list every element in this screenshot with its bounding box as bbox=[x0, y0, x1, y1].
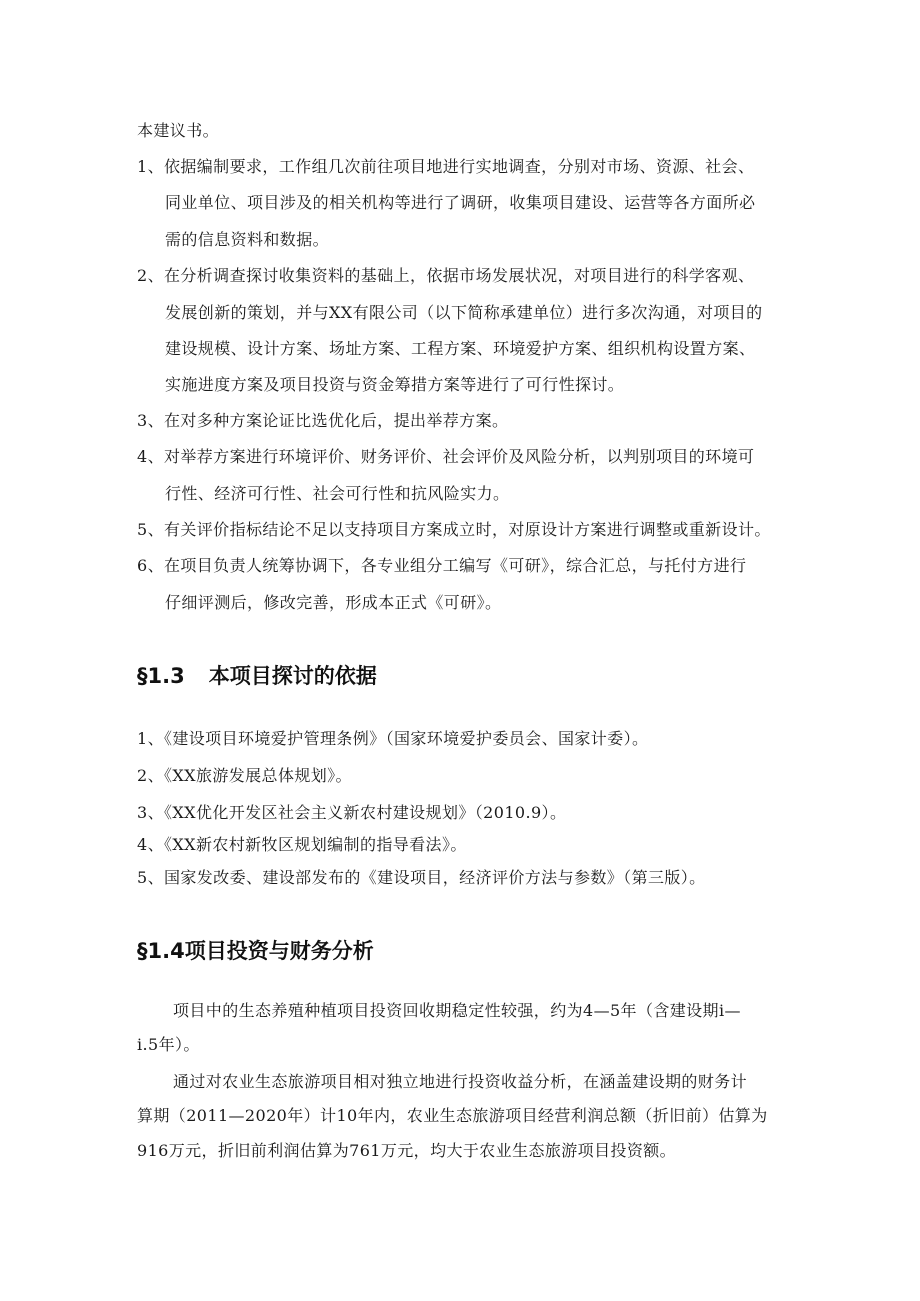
section-1-4-number: §1.4 bbox=[137, 939, 185, 963]
paragraph-1-line-1: 项目中的生态养殖种植项目投资回收期稳定性较强，约为4—5年（含建设期i— bbox=[173, 1001, 741, 1020]
reference-item-4: 4、《XX新农村新牧区规划编制的指导看法》。 bbox=[137, 835, 467, 854]
step-2-line-2: 发展创新的策划，并与XX有限公司（以下简称承建单位）进行多次沟通，对项目的 bbox=[165, 303, 763, 322]
reference-item-2: 2、《XX旅游发展总体规划》。 bbox=[137, 766, 352, 785]
paragraph-2-line-2: 算期（2011—2020年）计10年内，农业生态旅游项目经营利润总额（折旧前）估算为 bbox=[137, 1106, 768, 1125]
section-1-3-number: §1.3 bbox=[137, 664, 185, 688]
reference-item-1: 1、《建设项目环境爱护管理条例》（国家环境爱护委员会、国家计委）。 bbox=[137, 729, 649, 748]
step-2-line-1: 2、在分析调查探讨收集资料的基础上，依据市场发展状况，对项目进行的科学客观、 bbox=[137, 266, 755, 285]
step-6-line-2: 仔细评测后，修改完善，形成本正式《可研》。 bbox=[165, 593, 502, 612]
step-2-line-3: 建设规模、设计方案、场址方案、工程方案、环境爱护方案、组织机构设置方案、 bbox=[165, 339, 756, 358]
section-1-4-title: 项目投资与财务分析 bbox=[184, 939, 374, 963]
step-4-line-2: 行性、经济可行性、社会可行性和抗风险实力。 bbox=[165, 484, 510, 503]
paragraph-1-line-2: i.5年）。 bbox=[137, 1035, 200, 1054]
reference-item-3: 3、《XX优化开发区社会主义新农村建设规划》（2010.9）。 bbox=[137, 803, 567, 822]
step-1-line-3: 需的信息资料和数据。 bbox=[165, 230, 330, 249]
step-6-line-1: 6、在项目负责人统筹协调下，各专业组分工编写《可研》，综合汇总，与托付方进行 bbox=[137, 556, 747, 575]
reference-item-5: 5、国家发改委、建设部发布的《建设项目，经济评价方法与参数》（第三版）。 bbox=[137, 868, 706, 887]
step-1-line-1: 1、依据编制要求，工作组几次前往项目地进行实地调查，分别对市场、资源、社会、 bbox=[137, 157, 755, 176]
section-1-3-heading bbox=[137, 660, 377, 690]
section-1-3-title: 本项目探讨的依据 bbox=[208, 664, 377, 688]
paragraph-2-line-3: 916万元，折旧前利润估算为761万元，均大于农业生态旅游项目投资额。 bbox=[137, 1141, 677, 1160]
step-2-line-4: 实施进度方案及项目投资与资金筹措方案等进行了可行性探讨。 bbox=[165, 375, 625, 394]
paragraph-2-line-1: 通过对农业生态旅游项目相对独立地进行投资收益分析，在涵盖建设期的财务计 bbox=[173, 1072, 748, 1091]
step-3-line-1: 3、在对多种方案论证比选优化后，提出举荐方案。 bbox=[137, 411, 509, 430]
section-1-4-heading bbox=[137, 935, 374, 965]
step-5-line-1: 5、有关评价指标结论不足以支持项目方案成立时，对原设计方案进行调整或重新设计。 bbox=[137, 520, 771, 539]
step-4-line-1: 4、对举荐方案进行环境评价、财务评价、社会评价及风险分析，以判别项目的环境可 bbox=[137, 447, 755, 466]
step-1-line-2: 同业单位、项目涉及的相关机构等进行了调研，收集项目建设、运营等各方面所必 bbox=[165, 193, 756, 212]
intro-closing-line: 本建议书。 bbox=[137, 121, 220, 140]
